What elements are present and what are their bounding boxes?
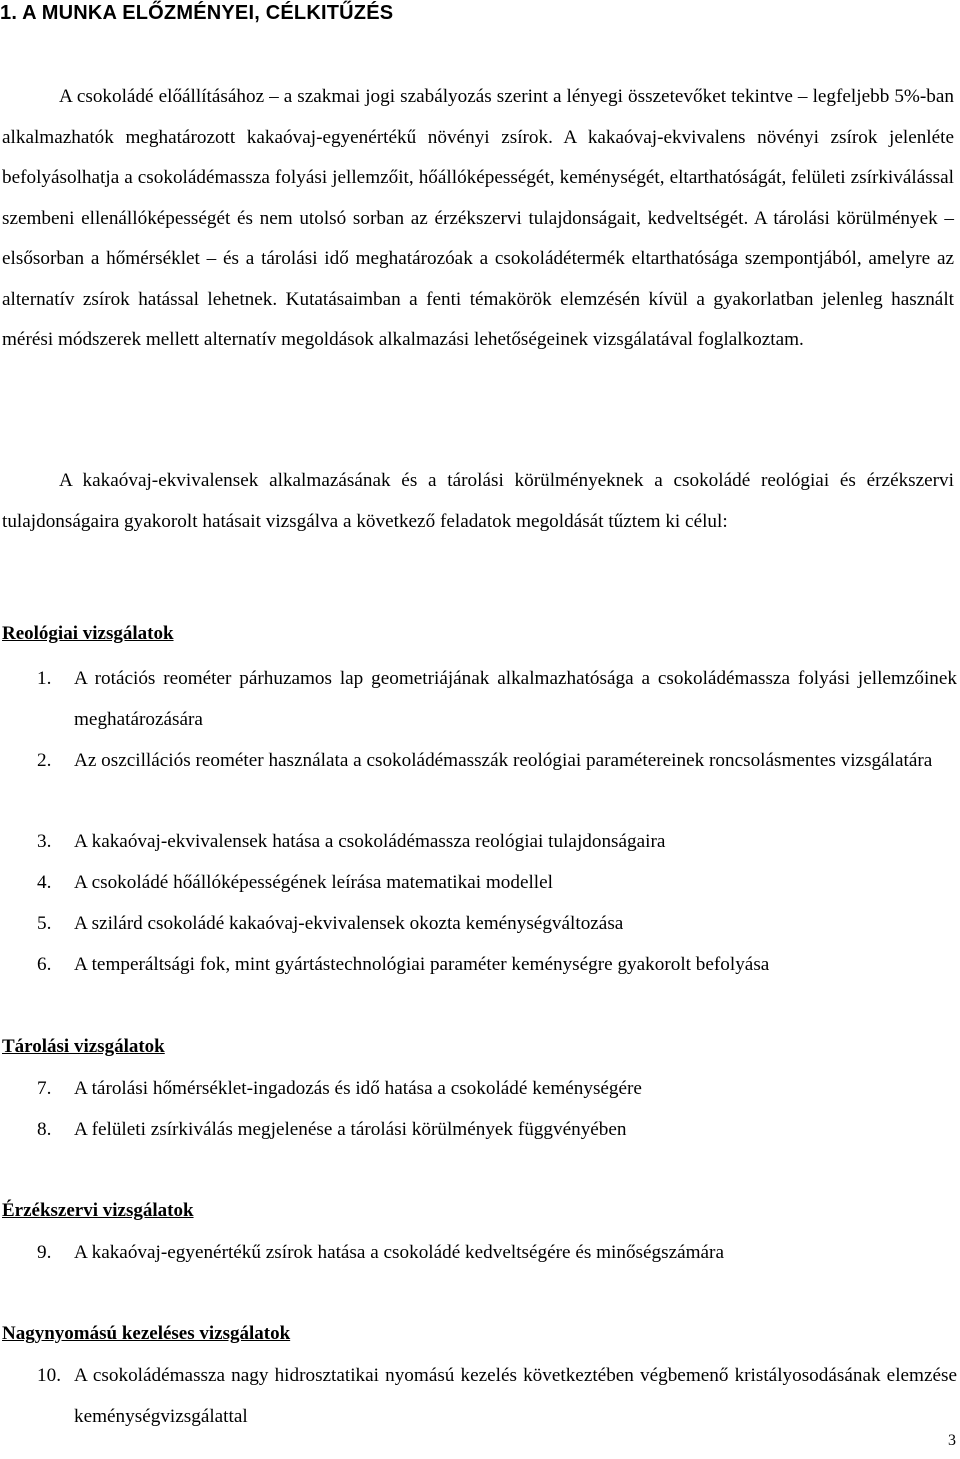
list-item-text: A csokoládé hőállóképességének leírása matematikai modellel	[74, 872, 553, 893]
list-item-number: 3.	[37, 831, 52, 852]
list-item-text: A kakaóvaj-egyenértékű zsírok hatása a csokoládé kedveltségére és minőségszámára	[74, 1242, 724, 1263]
list-item	[37, 1069, 957, 1110]
list-item-number: 5.	[37, 913, 52, 934]
list-item-number: 6.	[37, 954, 52, 975]
goals-paragraph: A kakaóvaj-ekvivalensek alkalmazásának és a tárolási körülményeknek a csokoládé reológiai és érzékszervi tulajdonságaira gyakorolt hatásait vizsgálva a következő feladatok megoldását tűztem ki célul:	[2, 470, 954, 532]
list-item-text: A szilárd csokoládé kakaóvaj-ekvivalensek okozta keménységváltozása	[74, 913, 624, 934]
list-item-text: Az oszcillációs reométer használata a csokoládémasszák reológiai paramétereinek roncsolásmentes vizsgálatára	[74, 750, 933, 771]
section-title-storage: Tárolási vizsgálatok	[2, 1036, 165, 1057]
section-title-rheology: Reológiai vizsgálatok	[2, 623, 174, 644]
list-item	[37, 822, 957, 863]
list-item	[37, 1356, 957, 1437]
list-item	[37, 945, 957, 986]
list-item-text: A tárolási hőmérséklet-ingadozás és idő hatása a csokoládé keménységére	[74, 1078, 642, 1099]
section-title-high-pressure: Nagynyomású kezeléses vizsgálatok	[2, 1323, 291, 1344]
list-item-text: A felületi zsírkiválás megjelenése a tárolási körülmények függvényében	[74, 1119, 627, 1140]
list-item-text: A rotációs reométer párhuzamos lap geometriájának alkalmazhatósága a csokoládémassza folyási jellemzőinek meghatározására	[74, 668, 957, 730]
list-item	[37, 904, 957, 945]
list-item-number: 2.	[37, 750, 52, 771]
list-item	[37, 659, 957, 740]
list-item	[37, 1233, 957, 1274]
list-item-number: 8.	[37, 1119, 52, 1140]
chapter-heading: 1. A MUNKA ELŐZMÉNYEI, CÉLKITŰZÉS	[0, 2, 394, 24]
list-item-text: A csokoládémassza nagy hidrosztatikai nyomású kezelés következtében végbemenő kristályosodásának elemzése keménységvizsgálattal	[74, 1365, 957, 1427]
page-number: 3	[948, 1432, 956, 1449]
list-item-number: 1.	[37, 668, 52, 689]
list-item-text: A temperáltsági fok, mint gyártástechnológiai paraméter keménységre gyakorolt befolyása	[74, 954, 770, 975]
section-title-sensory: Érzékszervi vizsgálatok	[2, 1200, 194, 1221]
list-item	[37, 741, 957, 782]
list-item-number: 4.	[37, 872, 52, 893]
intro-paragraph: A csokoládé előállításához – a szakmai jogi szabályozás szerint a lényegi összetevőket tekintve – legfeljebb 5%-ban alkalmazhatók meghatározott kakaóvaj-egyenértékű növényi zsírok. A kakaóvaj-ekvivalens növényi zsírok jelenléte befolyásolhatja a csokoládémassza folyási jellemzőit, hőállóképességét, keménységét, eltarthatóságát, felületi zsírkiválással szembeni ellenállóképességét és nem utolsó sorban az érzékszervi tulajdonságait, kedveltségét. A tárolási körülmények – elsősorban a hőmérséklet – és a tárolási idő meghatározóak a csokoládétermék eltarthatósága szempontjából, amelyre az alternatív zsírok hatással lehetnek. Kutatásaimban a fenti témakörök elemzésén kívül a gyakorlatban jelenleg használt mérési módszerek mellett alternatív megoldások alkalmazási lehetőségeinek vizsgálatával foglalkoztam.	[2, 86, 954, 350]
list-item-number: 7.	[37, 1078, 52, 1099]
list-item-number: 10.	[37, 1365, 61, 1386]
list-item-text: A kakaóvaj-ekvivalensek hatása a csokoládémassza reológiai tulajdonságaira	[74, 831, 666, 852]
list-item-number: 9.	[37, 1242, 52, 1263]
list-item	[37, 863, 957, 904]
list-item	[37, 1110, 957, 1151]
